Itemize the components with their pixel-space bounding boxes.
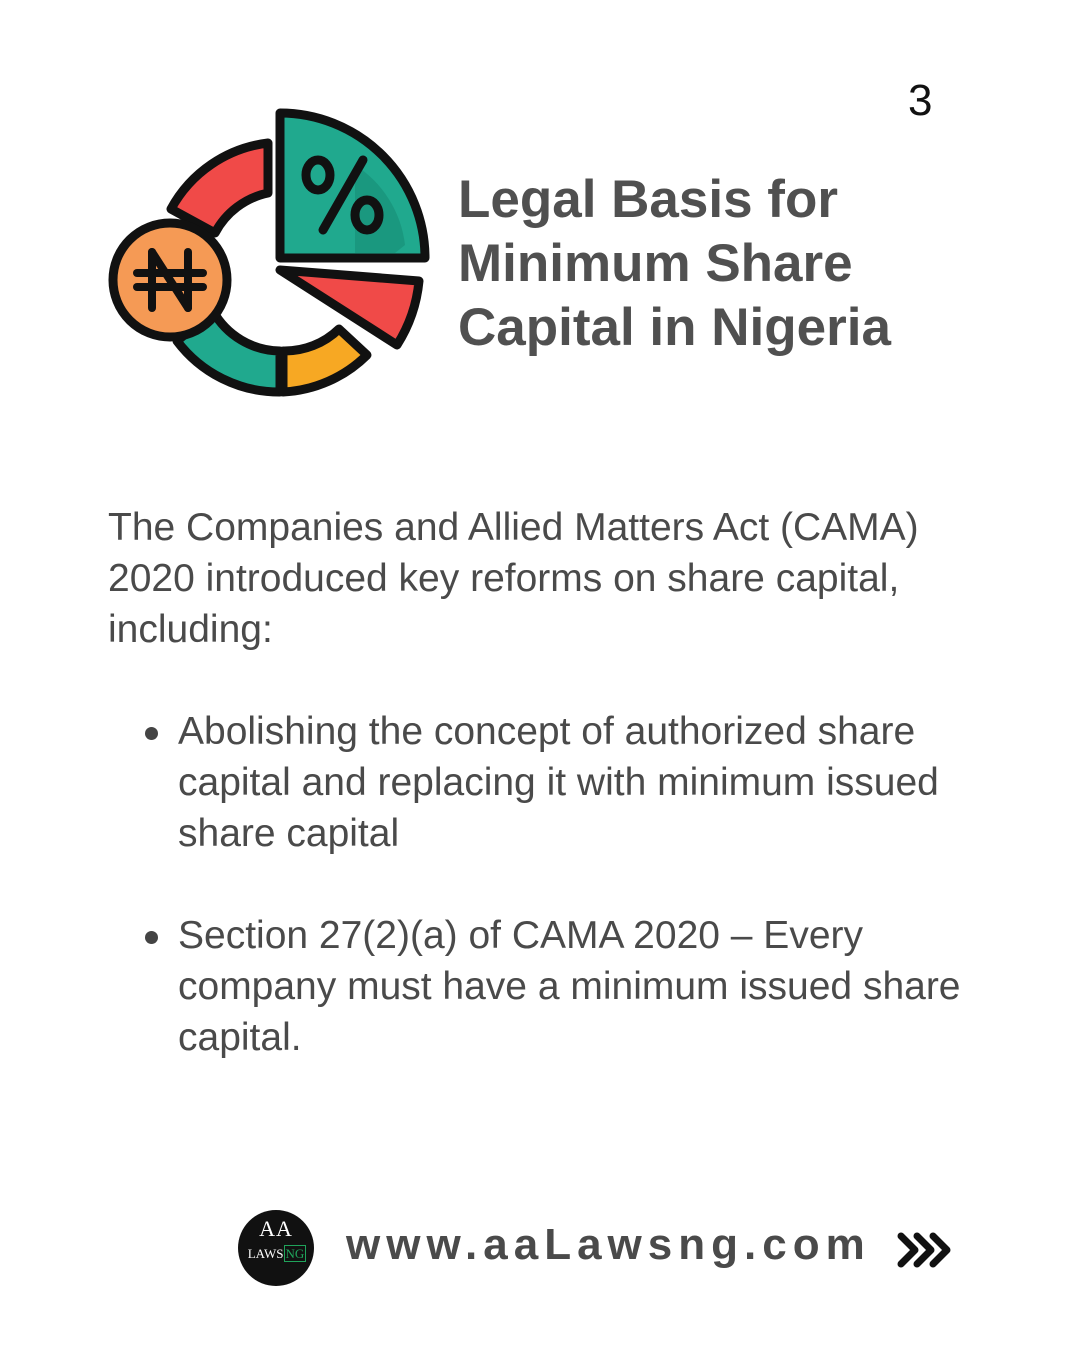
naira-pie-chart-icon	[105, 105, 435, 405]
title-line-3: Capital in Nigeria	[458, 298, 891, 357]
logo-ng: NG	[285, 1246, 305, 1261]
logo-aa-text: AA	[259, 1216, 293, 1241]
bullet-list	[108, 706, 1008, 1114]
bullet-dot-icon	[145, 931, 158, 944]
bullet-text: Abolishing the concept of authorized share capital and replacing it with minimum issued share capital	[178, 710, 939, 855]
list-item	[108, 706, 1008, 859]
title-line-2: Minimum Share	[458, 234, 853, 293]
page-number: 3	[908, 76, 933, 125]
chart-arc-yellow	[283, 329, 367, 392]
list-item	[108, 910, 1008, 1063]
chart-arc-red	[171, 143, 268, 233]
triple-chevron-right-icon[interactable]	[896, 1230, 954, 1270]
website-link[interactable]: www.aaLawsng.com	[346, 1220, 871, 1269]
intro-paragraph: The Companies and Allied Matters Act (CAMA) 2020 introduced key reforms on share capital, including:	[108, 506, 919, 651]
logo-laws: LAWS	[247, 1246, 284, 1261]
title-line-1: Legal Basis for	[458, 170, 838, 229]
aa-laws-logo	[238, 1210, 314, 1286]
page-title	[458, 168, 1018, 360]
logo-laws-text	[243, 1246, 311, 1262]
bullet-dot-icon	[145, 727, 158, 740]
bullet-text: Section 27(2)(a) of CAMA 2020 – Every company must have a minimum issued share capital.	[178, 914, 961, 1059]
